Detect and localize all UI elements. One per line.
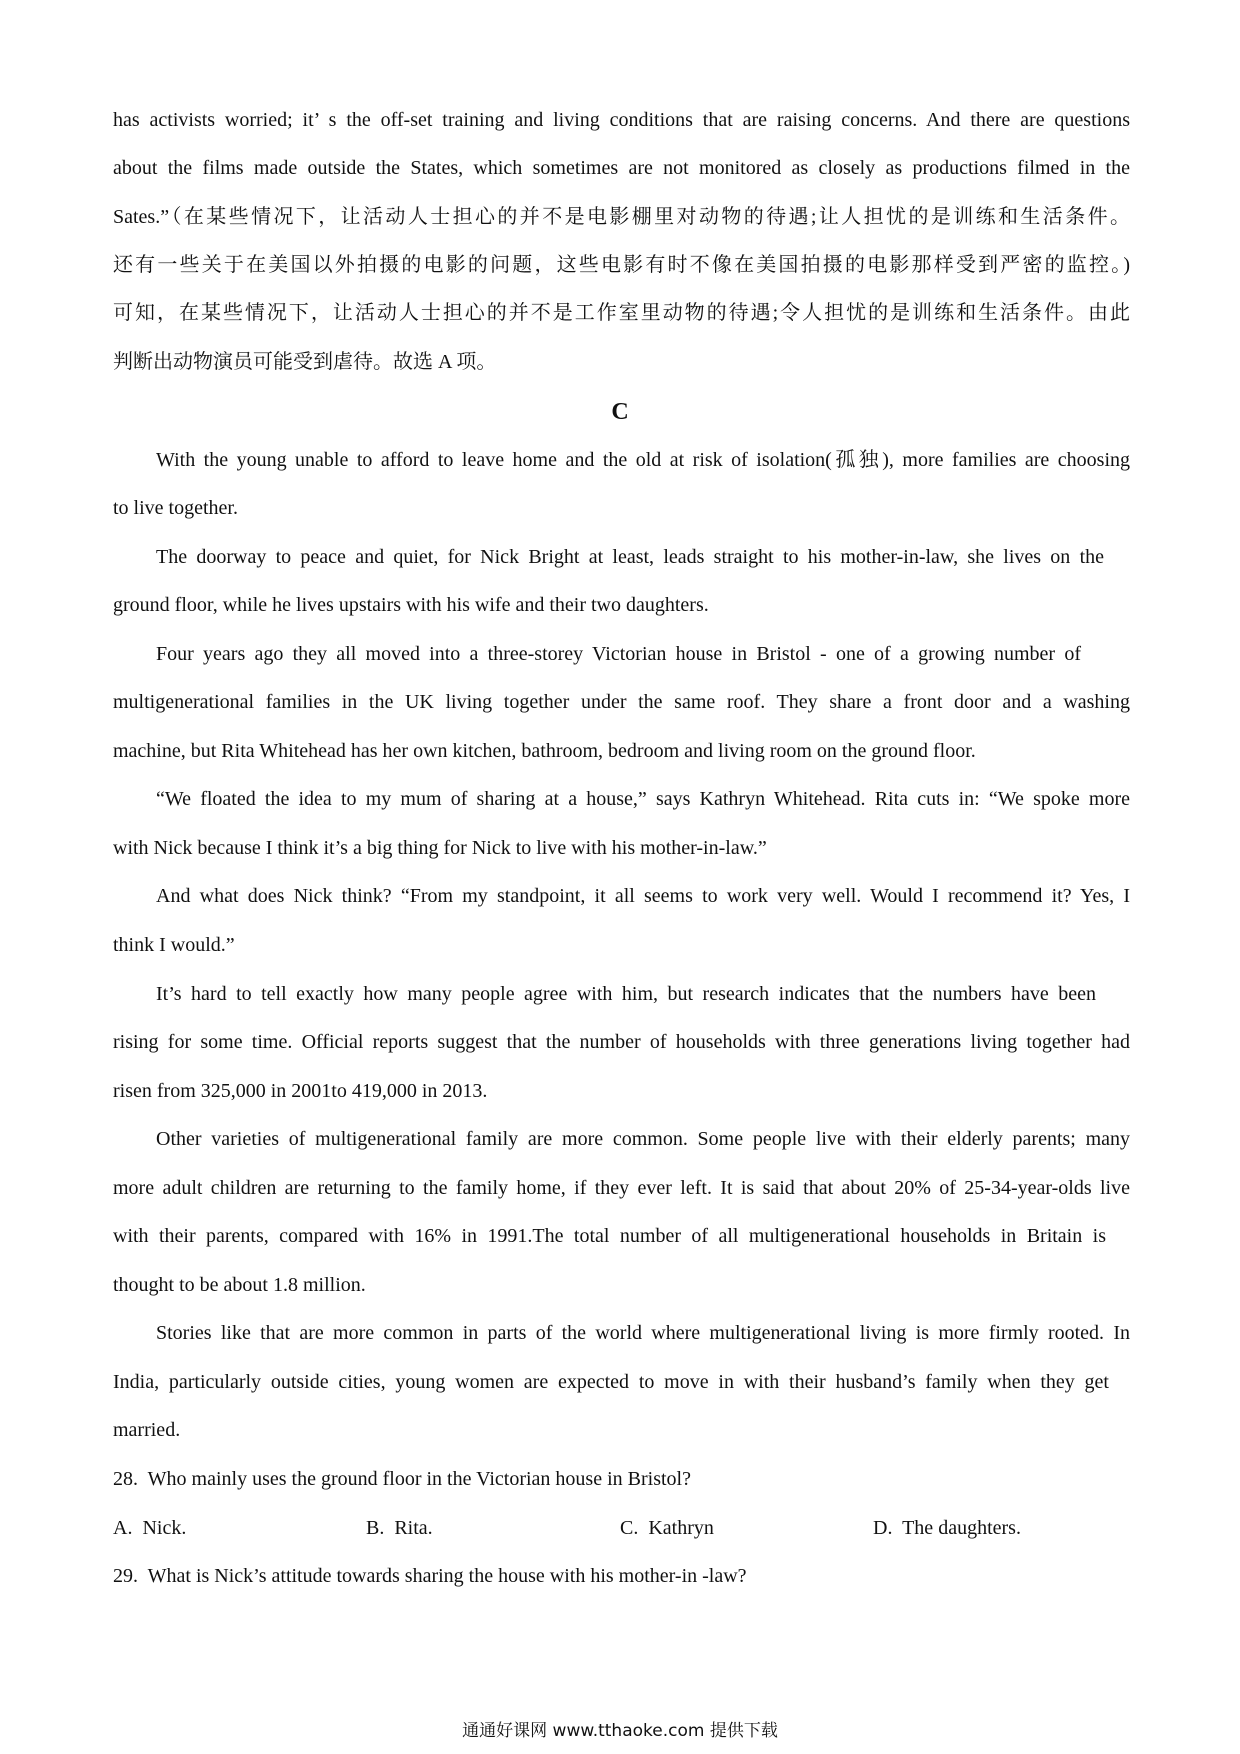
question-29 xyxy=(113,1562,1130,1590)
option-text: Rita. xyxy=(394,1517,433,1539)
option-text: Kathryn xyxy=(648,1517,714,1539)
explanation-line: about the films made outside the States, which sometimes are not monitored as closely as productions filmed in the xyxy=(113,157,1130,179)
passage-line: multigenerational families in the UK living together under the same roof. They share a front door and a washing xyxy=(113,691,1130,713)
section-heading: C xyxy=(611,399,629,425)
explanation-line: 还有一些关于在美国以外拍摄的电影的问题，这些电影有时不像在美国拍摄的电影那样受到严密的监控。) xyxy=(113,254,1130,276)
option-letter: A. xyxy=(113,1517,133,1539)
option-letter: C. xyxy=(620,1517,639,1539)
explanation-line: Sates.”（在某些情况下，让活动人士担心的并不是电影棚里对动物的待遇;让人担忧的是训练和生活条件。 xyxy=(113,206,1130,228)
passage-line: Four years ago they all moved into a three-storey Victorian house in Bristol - one of a growing number of xyxy=(156,643,1081,665)
option-letter: B. xyxy=(366,1517,385,1539)
option-text: The daughters. xyxy=(902,1517,1021,1539)
passage-line: Other varieties of multigenerational family are more common. Some people live with their elderly parents; many xyxy=(156,1128,1130,1150)
passage-line: with their parents, compared with 16% in 1991.The total number of all multigenerational households in Britain is xyxy=(113,1225,1106,1247)
passage-line: “We floated the idea to my mum of sharing at a house,” says Kathryn Whitehead. Rita cuts in: “We spoke more xyxy=(156,788,1130,810)
question-text: Who mainly uses the ground floor in the Victorian house in Bristol? xyxy=(147,1468,691,1490)
passage-line: India, particularly outside cities, young women are expected to move in with their husband’s family when they get xyxy=(113,1371,1109,1393)
passage-line: ground floor, while he lives upstairs with his wife and their two daughters. xyxy=(113,594,709,616)
passage-line: machine, but Rita Whitehead has her own kitchen, bathroom, bedroom and living room on the ground floor. xyxy=(113,740,976,762)
question-number: 28. xyxy=(113,1468,138,1490)
question-text: What is Nick’s attitude towards sharing the house with his mother-in -law? xyxy=(147,1565,747,1587)
passage-line: rising for some time. Official reports suggest that the number of households with three generations living together had xyxy=(113,1031,1130,1053)
passage-line: Stories like that are more common in parts of the world where multigenerational living is more firmly rooted. In xyxy=(156,1322,1130,1344)
passage-line: The doorway to peace and quiet, for Nick Bright at least, leads straight to his mother-in-law, she lives on the xyxy=(156,546,1104,568)
passage-line: thought to be about 1.8 million. xyxy=(113,1274,366,1296)
passage-line: more adult children are returning to the family home, if they ever left. It is said that about 20% of 25-34-year-olds live xyxy=(113,1177,1130,1199)
passage-line: And what does Nick think? “From my standpoint, it all seems to work very well. Would I recommend it? Yes, I xyxy=(156,885,1130,907)
passage-line: with Nick because I think it’s a big thing for Nick to live with his mother-in-law.” xyxy=(113,837,767,859)
explanation-line: has activists worried; it’ s the off-set training and living conditions that are raising concerns. And there are questions xyxy=(113,109,1130,131)
passage-line: married. xyxy=(113,1419,181,1441)
option-letter: D. xyxy=(873,1517,893,1539)
passage-line: risen from 325,000 in 2001to 419,000 in 2013. xyxy=(113,1080,488,1102)
option-text: Nick. xyxy=(142,1517,187,1539)
option-b[interactable] xyxy=(366,1514,433,1542)
explanation-line: 可知，在某些情况下，让活动人士担心的并不是工作室里动物的待遇;令人担忧的是训练和生活条件。由此 xyxy=(113,302,1130,324)
passage-line: It’s hard to tell exactly how many people agree with him, but research indicates that the numbers have been xyxy=(156,983,1096,1005)
explanation-line: 判断出动物演员可能受到虐待。故选 A 项。 xyxy=(113,351,497,373)
question-28 xyxy=(113,1465,1130,1493)
option-d[interactable] xyxy=(873,1514,1021,1542)
option-c[interactable] xyxy=(620,1514,714,1542)
passage-line: With the young unable to afford to leave home and the old at risk of isolation(孤独), more families are choosing xyxy=(156,449,1130,471)
option-a[interactable] xyxy=(113,1514,186,1542)
question-number: 29. xyxy=(113,1565,138,1587)
passage-line: to live together. xyxy=(113,497,238,519)
passage-line: think I would.” xyxy=(113,934,235,956)
page-footer: 通通好课网 www.tthaoke.com 提供下载 xyxy=(462,1721,778,1741)
